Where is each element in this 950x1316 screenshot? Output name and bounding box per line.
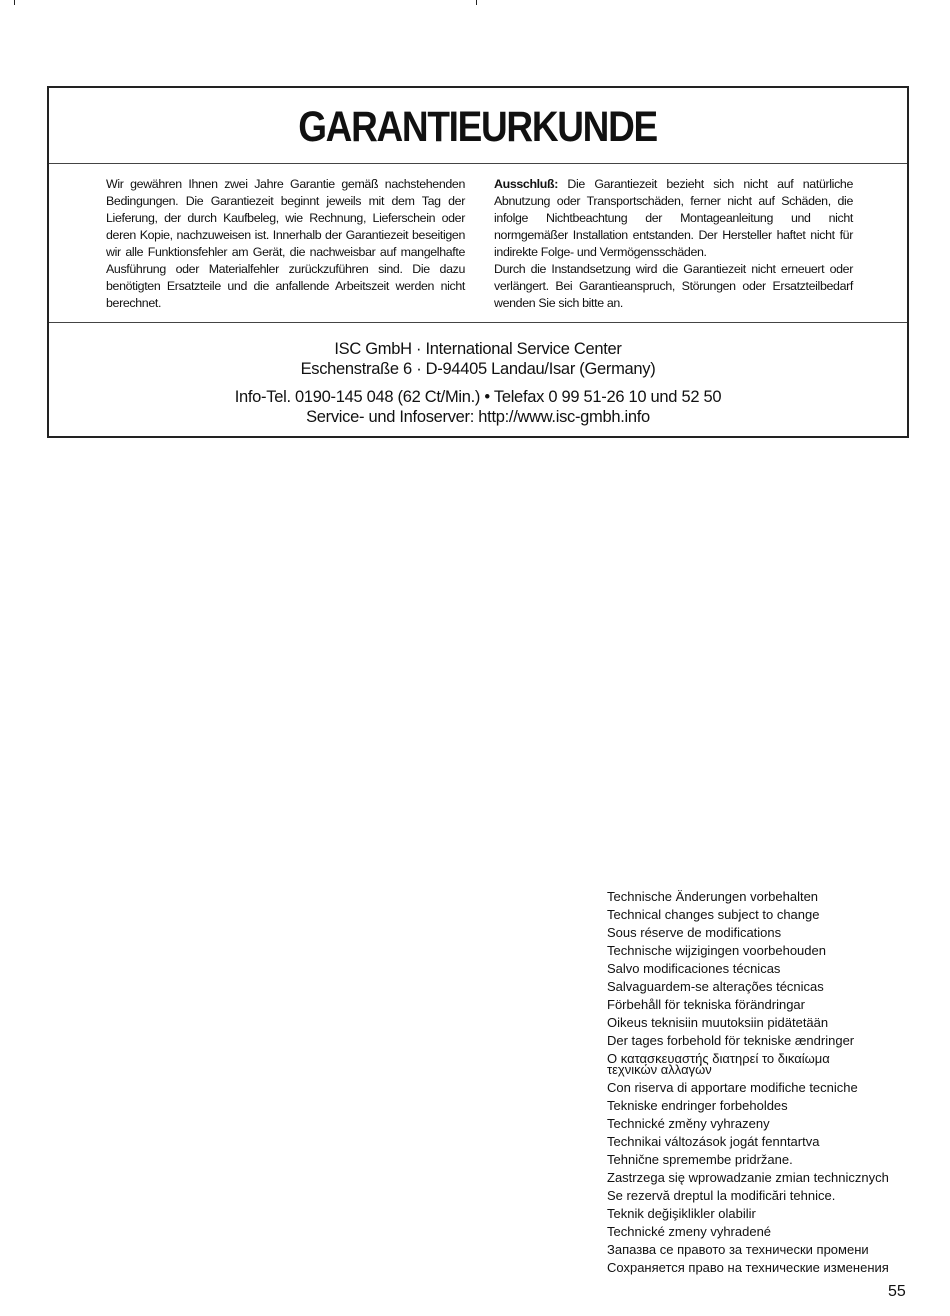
title-row — [49, 88, 907, 164]
terms-right-column — [494, 176, 853, 312]
contact-company: ISC GmbH · International Service Center — [334, 340, 622, 358]
technical-change-item: τεχνικών αλλαγών — [607, 1062, 712, 1077]
technical-change-item: Сохраняется право на технические изменения — [607, 1260, 889, 1275]
page-number: 55 — [888, 1283, 906, 1300]
terms-paragraph: Wir gewähren Ihnen zwei Jahre Garantie gemäß nachstehenden Bedingungen. Die Garantiezeit beginnt jeweils mit dem Tag der Lieferung, der durch Kaufbeleg, wie Rechnung, Lieferschein oder deren Kopie, nachzuweisen ist. Innerhalb der Garantiezeit beseitigen wir alle Funktionsfehler am Gerät, die nachweisbar auf mangelhafte Ausführung oder Materialfehler zurückzuführen sind. Die dazu benötigten Ersatzteile und die anfallende Arbeitszeit werden nicht berechnet. — [106, 177, 465, 310]
technical-changes-list — [607, 888, 937, 1277]
technical-change-item: Tehnične spremembe pridržane. — [607, 1152, 793, 1167]
technical-change-item: Technische wijzigingen voorbehouden — [607, 943, 826, 958]
technical-change-item: Der tages forbehold för tekniske ændringer — [607, 1033, 855, 1048]
technical-change-item: Oikeus teknisiin muutoksiin pidätetään — [607, 1015, 829, 1030]
technical-change-item: Technické změny vyhrazeny — [607, 1116, 770, 1131]
technical-change-item: Sous réserve de modifications — [607, 925, 782, 940]
technical-change-item: Zastrzega się wprowadzanie zmian technicznych — [607, 1170, 889, 1185]
technical-change-item: Tekniske endringer forbeholdes — [607, 1098, 788, 1113]
technical-change-item: Teknik değişiklikler olabilir — [607, 1206, 756, 1221]
exclusion-text: Die Garantiezeit bezieht sich nicht auf natürliche Abnutzung oder Transportschäden, ferner nicht auf Schäden, die infolge Nichtbeachtung der Montageanleitung und nicht normgemäßer Installation entstanden. Der Hersteller haftet nicht für indirekte Folge- und Vermögensschäden. — [494, 177, 853, 259]
terms-columns — [49, 164, 907, 323]
crop-mark — [14, 0, 15, 5]
renewal-paragraph: Durch die Instandsetzung wird die Garantiezeit nicht erneuert oder verlängert. Bei Garantieanspruch, Störungen oder Ersatzteilbedarf wenden Sie sich bitte an. — [494, 262, 853, 310]
technical-change-item: Technische Änderungen vorbehalten — [607, 889, 819, 904]
technical-change-item: Запазва се правото за технически промени — [607, 1242, 869, 1257]
certificate-title: GARANTIEURKUNDE — [298, 103, 658, 151]
technical-change-item: Salvaguardem-se alterações técnicas — [607, 979, 824, 994]
technical-change-item: Technical changes subject to change — [607, 907, 820, 922]
exclusion-label: Ausschluß: — [494, 177, 558, 191]
contact-address: Eschenstraße 6 · D-94405 Landau/Isar (Germany) — [300, 360, 656, 378]
exclusion-paragraph — [494, 176, 853, 261]
contact-phone: Info-Tel. 0190-145 048 (62 Ct/Min.) • Telefax 0 99 51-26 10 und 52 50 — [234, 388, 722, 406]
technical-change-item: Se rezervă dreptul la modificări tehnice. — [607, 1188, 836, 1203]
technical-change-item: Con riserva di apportare modifiche tecniche — [607, 1080, 858, 1095]
guarantee-certificate — [47, 86, 909, 438]
technical-change-item: Technikai változások jogát fenntartva — [607, 1134, 820, 1149]
technical-change-item: Technické zmeny vyhradené — [607, 1224, 772, 1239]
technical-change-item: Förbehåll för tekniska förändringar — [607, 997, 805, 1012]
technical-change-item: Salvo modificaciones técnicas — [607, 961, 781, 976]
crop-mark — [476, 0, 477, 5]
service-contact — [49, 339, 907, 427]
terms-left-column — [106, 176, 465, 312]
technical-change-item: Ο κατασκευαστής διατηρεί το δικαίωμα — [607, 1051, 830, 1066]
contact-website: Service- und Infoserver: http://www.isc-gmbh.info — [306, 408, 650, 426]
